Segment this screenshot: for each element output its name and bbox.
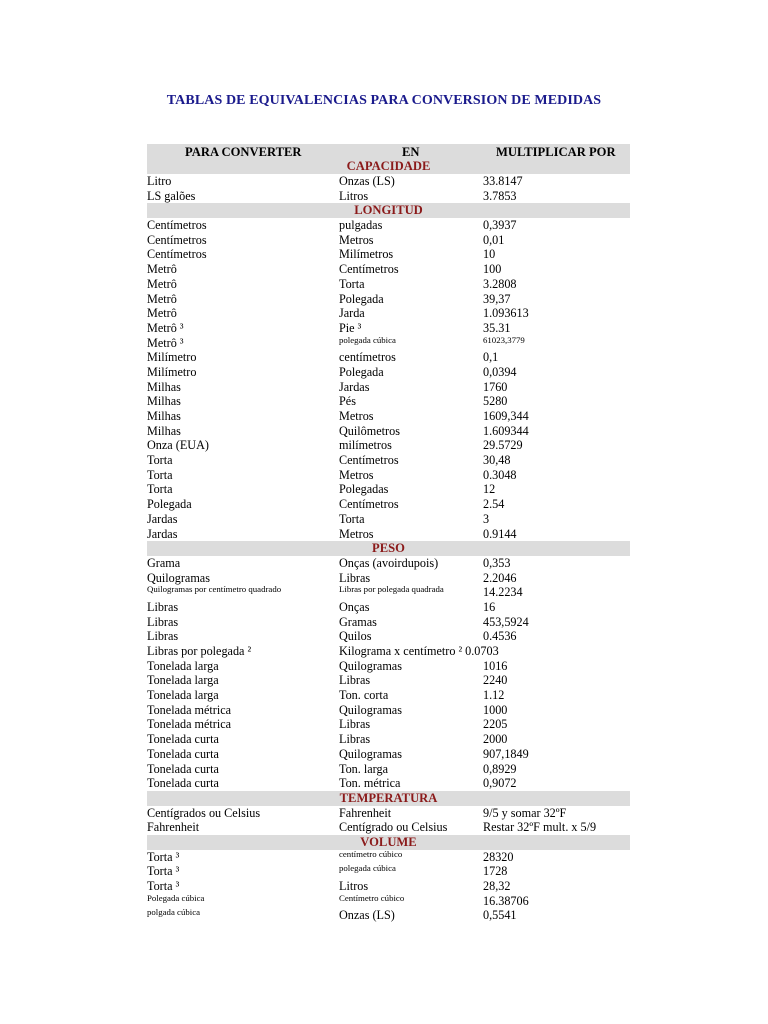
factor: 0,1 xyxy=(483,350,499,365)
table-row xyxy=(147,673,630,688)
from-unit: Tonelada curta xyxy=(147,776,219,791)
from-unit: Milhas xyxy=(147,409,181,423)
to-unit: Ton. corta xyxy=(339,688,389,703)
table-row xyxy=(147,321,630,336)
to-unit: Onças (avoirdupois) xyxy=(339,555,439,570)
factor: 35.31 xyxy=(483,320,511,335)
table-row xyxy=(147,732,630,747)
table-row xyxy=(147,585,630,600)
factor: 2240 xyxy=(483,673,508,688)
table-row xyxy=(147,218,630,233)
table-row xyxy=(147,644,630,659)
table-row xyxy=(147,908,630,923)
factor: 0,01 xyxy=(483,232,505,247)
from-unit: Tonelada curta xyxy=(147,732,219,747)
to-unit: Metros xyxy=(339,409,374,423)
table-row xyxy=(147,688,630,703)
from-unit: Onza (EUA) xyxy=(147,438,209,453)
factor: 1609,344 xyxy=(483,409,529,423)
factor: 2.54 xyxy=(483,497,505,512)
factor: 0,0394 xyxy=(483,364,517,379)
header-to: EN xyxy=(402,145,420,159)
factor: 0.3048 xyxy=(483,467,517,482)
section-heading: VOLUME xyxy=(147,835,630,850)
conversion-table xyxy=(147,144,630,923)
from-unit: LS galões xyxy=(147,188,196,203)
table-row xyxy=(147,776,630,791)
factor: 1.609344 xyxy=(483,423,529,438)
from-unit: Jardas xyxy=(147,511,178,526)
factor: 28320 xyxy=(483,849,514,864)
table-row xyxy=(147,879,630,894)
to-unit: Centígrado ou Celsius xyxy=(339,820,448,835)
factor: 907,1849 xyxy=(483,746,529,761)
to-unit: Kilograma x centímetro ² 0.0703 xyxy=(339,644,499,658)
to-unit: Milímetros xyxy=(339,247,394,262)
factor: 12 xyxy=(483,482,496,497)
table-row xyxy=(147,306,630,321)
factor: 1016 xyxy=(483,658,508,673)
section-heading: PESO xyxy=(147,541,630,556)
page-title: TABLAS DE EQUIVALENCIAS PARA CONVERSION DE MEDIDAS xyxy=(166,93,602,108)
from-unit: Milímetro xyxy=(147,350,197,365)
to-unit: Libras xyxy=(339,732,371,747)
to-unit: Centímetros xyxy=(339,262,399,277)
from-unit: Polegada xyxy=(147,497,192,512)
factor: 3 xyxy=(483,511,490,526)
factor: 9/5 y somar 32ºF xyxy=(483,805,567,820)
to-unit: Onzas (LS) xyxy=(339,908,395,923)
factor: 100 xyxy=(483,262,502,277)
factor: 453,5924 xyxy=(483,614,529,629)
table-row xyxy=(147,174,630,189)
table-row xyxy=(147,850,630,865)
from-unit: Metrô xyxy=(147,291,177,306)
from-unit: Milhas xyxy=(147,379,181,394)
to-unit: milímetros xyxy=(339,438,392,453)
factor: 3.2808 xyxy=(483,276,517,291)
factor: 2205 xyxy=(483,717,508,732)
to-unit: Polegada xyxy=(339,291,384,306)
from-unit: Tonelada curta xyxy=(147,746,219,761)
factor: 0,5541 xyxy=(483,908,517,923)
to-unit: pulgadas xyxy=(339,218,383,233)
table-row xyxy=(147,189,630,204)
table-row xyxy=(147,717,630,732)
factor: 0,3937 xyxy=(483,218,517,233)
table-row xyxy=(147,864,630,879)
from-unit: Milhas xyxy=(147,394,181,409)
from-unit: Torta ³ xyxy=(147,864,180,879)
factor: 0,9072 xyxy=(483,776,517,791)
to-unit: Libras por polegada quadrada xyxy=(339,584,444,595)
table-row xyxy=(147,409,630,424)
from-unit: Centímetros xyxy=(147,218,207,233)
from-unit: Tonelada larga xyxy=(147,688,219,703)
table-row xyxy=(147,247,630,262)
table-row xyxy=(147,336,630,351)
table-row xyxy=(147,380,630,395)
table-row xyxy=(147,556,630,571)
factor: 33.8147 xyxy=(483,174,523,188)
to-unit: polegada cúbica xyxy=(339,863,396,874)
from-unit: Torta ³ xyxy=(147,879,180,893)
factor: 16.38706 xyxy=(483,893,529,908)
table-row xyxy=(147,659,630,674)
to-unit: Fahrenheit xyxy=(339,805,392,820)
table-row xyxy=(147,806,630,821)
to-unit: Metros xyxy=(339,467,374,482)
factor: 1000 xyxy=(483,702,508,717)
from-unit: Centímetros xyxy=(147,232,207,247)
to-unit: Libras xyxy=(339,717,371,732)
table-row xyxy=(147,747,630,762)
to-unit: Pie ³ xyxy=(339,320,362,335)
factor: 28,32 xyxy=(483,879,511,893)
table-row xyxy=(147,453,630,468)
from-unit: Tonelada métrica xyxy=(147,717,232,732)
factor: 39,37 xyxy=(483,291,511,306)
table-header xyxy=(147,144,630,174)
from-unit: Centímetros xyxy=(147,247,207,262)
table-row xyxy=(147,497,630,512)
to-unit: Polegadas xyxy=(339,482,389,497)
to-unit: Quilogramas xyxy=(339,702,402,717)
table-row xyxy=(147,512,630,527)
from-unit: Centígrados ou Celsius xyxy=(147,805,261,820)
from-unit: Litro xyxy=(147,174,172,188)
factor: 0,353 xyxy=(483,555,511,570)
section-heading: TEMPERATURA xyxy=(147,791,630,806)
from-unit: Libras xyxy=(147,629,179,644)
to-unit: Jarda xyxy=(339,306,365,321)
table-row xyxy=(147,527,630,542)
to-unit: Centímetros xyxy=(339,453,399,468)
to-unit: Ton. larga xyxy=(339,761,389,776)
factor: 0.9144 xyxy=(483,526,517,541)
from-unit: Milímetro xyxy=(147,364,197,379)
from-unit: Torta xyxy=(147,467,173,482)
to-unit: Quilômetros xyxy=(339,423,400,438)
table-row xyxy=(147,262,630,277)
from-unit: Torta ³ xyxy=(147,849,180,864)
factor: 5280 xyxy=(483,394,508,409)
to-unit: Quilos xyxy=(339,629,372,644)
to-unit: Torta xyxy=(339,511,365,526)
table-row xyxy=(147,600,630,615)
to-unit: polegada cúbica xyxy=(339,334,396,345)
from-unit: Torta xyxy=(147,453,173,468)
table-row xyxy=(147,703,630,718)
factor: 29.5729 xyxy=(483,438,523,453)
factor: 2.2046 xyxy=(483,570,517,585)
from-unit: Metrô xyxy=(147,276,177,291)
to-unit: Polegada xyxy=(339,364,384,379)
from-unit: Metrô xyxy=(147,262,177,277)
to-unit: Metros xyxy=(339,232,374,247)
to-unit: Libras xyxy=(339,673,371,688)
factor: 14.2234 xyxy=(483,585,523,600)
table-row xyxy=(147,820,630,835)
from-unit: Grama xyxy=(147,555,181,570)
to-unit: Litros xyxy=(339,879,369,893)
factor: 2000 xyxy=(483,732,508,747)
factor: 0,8929 xyxy=(483,761,517,776)
to-unit: Pés xyxy=(339,394,356,409)
table-row xyxy=(147,365,630,380)
to-unit: Metros xyxy=(339,526,374,541)
table-row xyxy=(147,468,630,483)
factor: 1760 xyxy=(483,379,508,394)
factor: 1.12 xyxy=(483,688,505,703)
from-unit: Polegada cúbica xyxy=(147,892,205,903)
from-unit: Tonelada métrica xyxy=(147,702,232,717)
table-row xyxy=(147,277,630,292)
table-row xyxy=(147,482,630,497)
from-unit: Libras xyxy=(147,614,179,629)
table-row xyxy=(147,292,630,307)
from-unit: Metrô xyxy=(147,306,177,321)
to-unit: centímetro cúbico xyxy=(339,848,403,859)
from-unit: Jardas xyxy=(147,526,178,541)
factor: 10 xyxy=(483,247,496,262)
to-unit: Onzas (LS) xyxy=(339,174,395,188)
to-unit: Quilogramas xyxy=(339,658,402,673)
to-unit: Onças xyxy=(339,599,370,614)
factor: 1728 xyxy=(483,864,508,879)
factor: 16 xyxy=(483,599,496,614)
table-row xyxy=(147,762,630,777)
table-row xyxy=(147,615,630,630)
table-row xyxy=(147,571,630,586)
from-unit: Metrô ³ xyxy=(147,335,184,350)
from-unit: Metrô ³ xyxy=(147,320,184,335)
to-unit: Jardas xyxy=(339,379,370,394)
factor: 61023,3779 xyxy=(483,334,525,345)
table-row xyxy=(147,424,630,439)
section-heading: LONGITUD xyxy=(147,203,630,218)
to-unit: centímetros xyxy=(339,350,396,365)
factor: 0.4536 xyxy=(483,629,517,644)
to-unit: Centímetro cúbico xyxy=(339,892,405,903)
factor: Restar 32ºF mult. x 5/9 xyxy=(483,820,597,835)
to-unit: Litros xyxy=(339,188,369,203)
section-heading: CAPACIDADE xyxy=(346,159,431,173)
table-row xyxy=(147,629,630,644)
from-unit: Fahrenheit xyxy=(147,820,200,835)
from-unit: Quilogramas xyxy=(147,570,210,585)
table-row xyxy=(147,233,630,248)
table-row xyxy=(147,894,630,909)
table-row xyxy=(147,438,630,453)
from-unit: Libras xyxy=(147,599,179,614)
from-unit: Milhas xyxy=(147,423,181,438)
to-unit: Quilogramas xyxy=(339,746,402,761)
from-unit: Tonelada curta xyxy=(147,761,219,776)
header-from: PARA CONVERTER xyxy=(185,145,302,159)
factor: 30,48 xyxy=(483,453,511,468)
to-unit: Gramas xyxy=(339,614,377,629)
from-unit: Torta xyxy=(147,482,173,497)
to-unit: Torta xyxy=(339,276,365,291)
factor: 3.7853 xyxy=(483,188,517,203)
to-unit: Libras xyxy=(339,570,371,585)
header-factor: MULTIPLICAR POR xyxy=(496,145,616,159)
to-unit: Ton. métrica xyxy=(339,776,401,791)
from-unit: Libras por polegada ² xyxy=(147,644,252,658)
to-unit: Centímetros xyxy=(339,497,399,512)
table-row xyxy=(147,394,630,409)
factor: 1.093613 xyxy=(483,306,529,321)
from-unit: Quilogramas por centímetro quadrado xyxy=(147,584,282,595)
table-row xyxy=(147,350,630,365)
from-unit: Tonelada larga xyxy=(147,673,219,688)
from-unit: Tonelada larga xyxy=(147,658,219,673)
from-unit: polgada cúbica xyxy=(147,907,201,918)
